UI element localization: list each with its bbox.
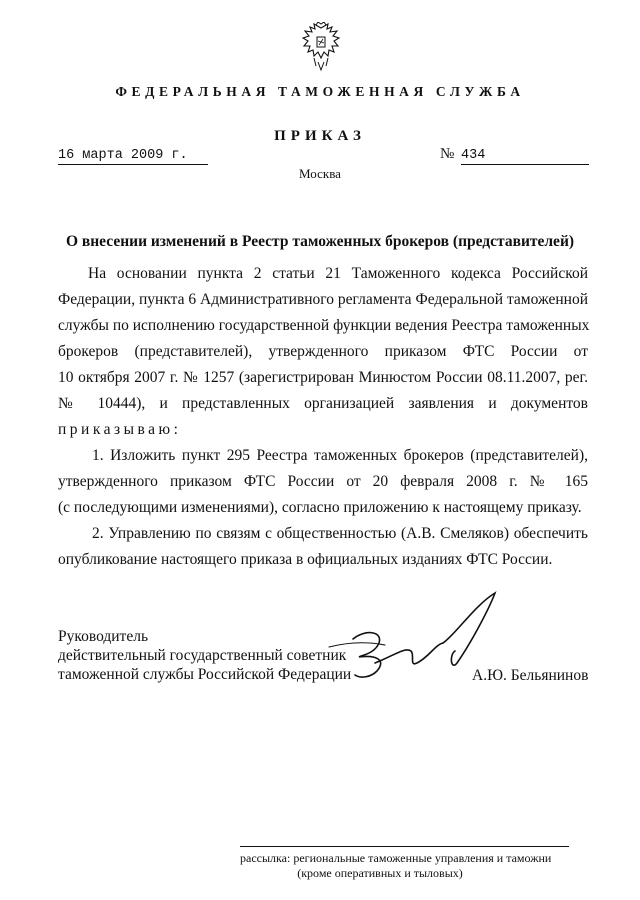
divider [240, 846, 569, 847]
order-subject: О внесении изменений в Реестр таможенных брокеров (представителей) [65, 233, 575, 250]
distribution-list: рассылка: региональные таможенные управления и таможни [240, 851, 552, 865]
signatory-title-line: таможенной службы Российской Федерации [58, 666, 352, 683]
item-1-line: 1. Изложить пункт 295 Реестра таможенных брокеров (представителей), [92, 447, 588, 464]
body-line: 10 октября 2007 г. № 1257 (зарегистрирован Минюстом России 08.11.2007, рег. [58, 369, 588, 386]
order-word: приказываю: [58, 421, 182, 438]
order-number-label: № [440, 146, 455, 162]
item-2-line: опубликование настоящего приказа в официальных изданиях ФТС России. [58, 551, 553, 568]
order-date: 16 марта 2009 г. [58, 148, 208, 165]
signatory-title-line: Руководитель [58, 628, 149, 645]
state-emblem-icon [300, 22, 342, 72]
distribution-note: (кроме оперативных и тыловых) [297, 866, 463, 880]
document-type: ПРИКАЗ [274, 128, 366, 144]
signer-name: А.Ю. Бельянинов [472, 667, 589, 684]
order-number: 434 [461, 148, 589, 165]
body-line: брокеров (представителей), утвержденного приказом ФТС России от [58, 343, 588, 360]
item-1-line: утвержденного приказом ФТС России от 20 февраля 2008 г. № 165 [58, 473, 588, 490]
agency-name: ФЕДЕРАЛЬНАЯ ТАМОЖЕННАЯ СЛУЖБА [115, 84, 525, 99]
item-2-line: 2. Управлению по связям с общественностью (А.В. Смеляков) обеспечить [92, 525, 588, 542]
body-line: На основании пункта 2 статьи 21 Таможенного кодекса Российской [88, 265, 588, 282]
body-line: № 10444), и представленных организацией заявления и документов [58, 395, 588, 412]
body-line: Федерации, пункта 6 Административного регламента Федеральной таможенной [58, 291, 588, 308]
city: Москва [299, 166, 341, 181]
body-line: службы по исполнению государственной функции ведения Реестра таможенных [58, 317, 590, 334]
signatory-title-line: действительный государственный советник [58, 647, 347, 664]
item-1-line: (с последующими изменениями), согласно приложению к настоящему приказу. [58, 499, 582, 516]
